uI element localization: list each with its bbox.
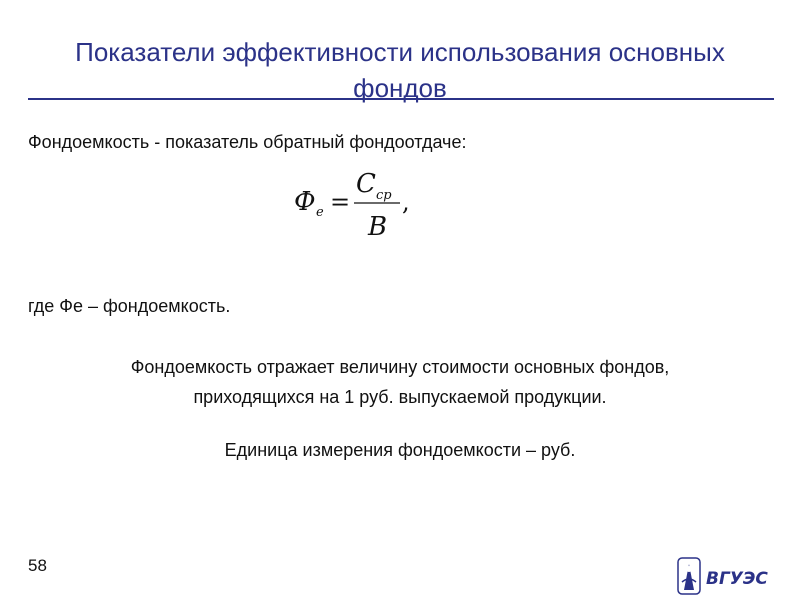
- explanation-text: [30, 352, 770, 412]
- unit-statement: Единица измерения фондоемкости – руб.: [224, 440, 576, 460]
- formula-lhs-symbol: Ф: [294, 187, 316, 217]
- formula-numerator-symbol: C: [356, 169, 376, 199]
- formula-numerator-subscript: ср: [376, 188, 392, 203]
- explanation-line-1: Фондоемкость отражает величину стоимости основных фондов,: [130, 357, 670, 377]
- intro-text: Фондоемкость - показатель обратный фондоотдаче:: [28, 132, 467, 152]
- formula-equals: =: [330, 188, 351, 216]
- definition-text: где Фе – фондоемкость.: [28, 296, 231, 316]
- logo-text: ВГУЭС: [706, 569, 768, 589]
- explanation-line-2: приходящихся на 1 руб. выпускаемой продукции.: [193, 387, 607, 407]
- page-number: 58: [28, 556, 47, 575]
- formula-denominator: B: [368, 212, 388, 242]
- formula: [292, 162, 422, 252]
- formula-lhs-subscript: е: [316, 205, 324, 220]
- title-underline: [28, 98, 774, 100]
- slide-title: Показатели эффективности использования основных фондов: [75, 37, 725, 103]
- formula-trailing-comma: ,: [402, 188, 410, 216]
- university-logo: [676, 556, 776, 596]
